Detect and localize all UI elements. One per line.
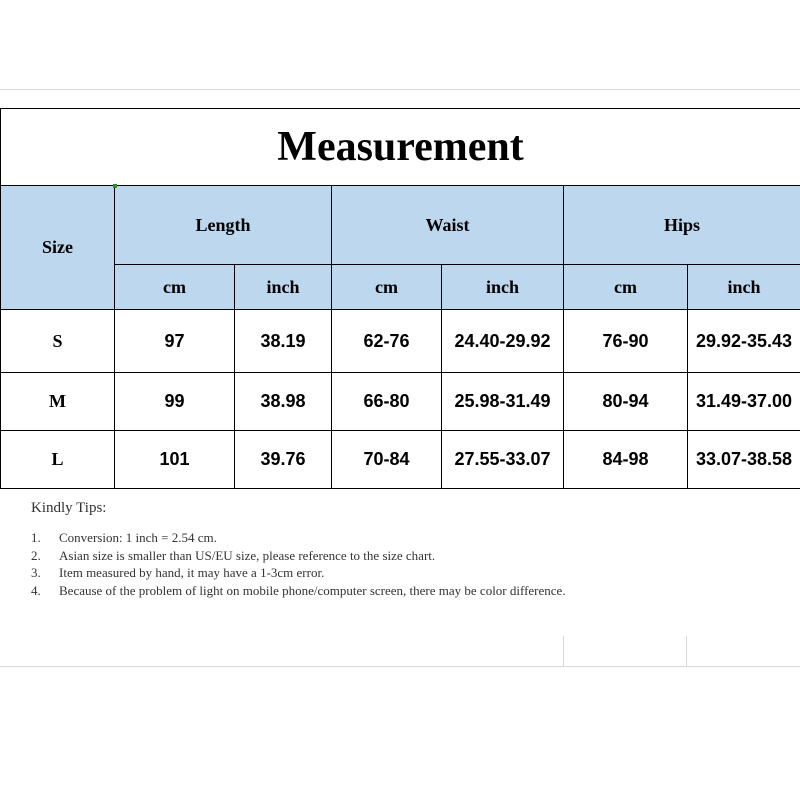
table-cell: 29.92-35.43 <box>688 310 800 373</box>
size-table <box>0 108 800 489</box>
size-header: Size <box>1 186 115 310</box>
list-item <box>31 547 751 565</box>
tip-number: 2. <box>31 547 41 563</box>
unit-header: inch <box>688 265 800 310</box>
table-cell: 24.40-29.92 <box>442 310 564 373</box>
table-cell: 33.07-38.58 <box>688 431 800 489</box>
table-cell: 62-76 <box>332 310 442 373</box>
list-item <box>31 564 751 582</box>
table-cell: 80-94 <box>564 373 688 431</box>
size-label: S <box>1 310 115 373</box>
table-row <box>1 373 800 431</box>
table-cell: 25.98-31.49 <box>442 373 564 431</box>
table-cell: 70-84 <box>332 431 442 489</box>
sheet-top-divider <box>0 89 800 90</box>
table-title: Measurement <box>1 109 800 186</box>
list-item <box>31 529 751 547</box>
waist-header: Waist <box>332 186 564 265</box>
sheet-bottom-divider <box>0 666 800 667</box>
table-cell: 101 <box>115 431 235 489</box>
table-cell: 76-90 <box>564 310 688 373</box>
table-row <box>1 310 800 373</box>
unit-header: inch <box>442 265 564 310</box>
unit-header: cm <box>564 265 688 310</box>
tip-number: 3. <box>31 565 41 580</box>
tip-number: 1. <box>31 530 41 545</box>
sheet-gridline <box>563 636 564 666</box>
size-label: M <box>1 373 115 431</box>
size-chart <box>0 108 800 489</box>
list-item <box>31 582 751 600</box>
cell-selection-marker <box>113 184 117 188</box>
table-cell: 39.76 <box>235 431 332 489</box>
kindly-tips <box>31 500 751 599</box>
unit-header: cm <box>115 265 235 310</box>
tip-text: Item measured by hand, it may have a 1-3cm error. <box>59 565 325 580</box>
table-cell: 84-98 <box>564 431 688 489</box>
size-label: L <box>1 431 115 489</box>
table-cell: 27.55-33.07 <box>442 431 564 489</box>
tips-title: Kindly Tips: <box>31 500 107 516</box>
length-header: Length <box>115 186 332 265</box>
sheet-gridline <box>686 636 687 666</box>
tip-number: 4. <box>31 582 41 598</box>
unit-header: cm <box>332 265 442 310</box>
hips-header: Hips <box>564 186 800 265</box>
table-cell: 38.98 <box>235 373 332 431</box>
table-row <box>1 431 800 489</box>
table-cell: 99 <box>115 373 235 431</box>
table-cell: 31.49-37.00 <box>688 373 800 431</box>
tip-text: Conversion: 1 inch = 2.54 cm. <box>59 530 217 545</box>
table-cell: 38.19 <box>235 310 332 373</box>
unit-header: inch <box>235 265 332 310</box>
tip-text: Asian size is smaller than US/EU size, please reference to the size chart. <box>59 547 436 563</box>
table-cell: 97 <box>115 310 235 373</box>
table-cell: 66-80 <box>332 373 442 431</box>
tips-list <box>31 529 751 599</box>
tip-text: Because of the problem of light on mobile phone/computer screen, there may be color difference. <box>59 582 566 598</box>
